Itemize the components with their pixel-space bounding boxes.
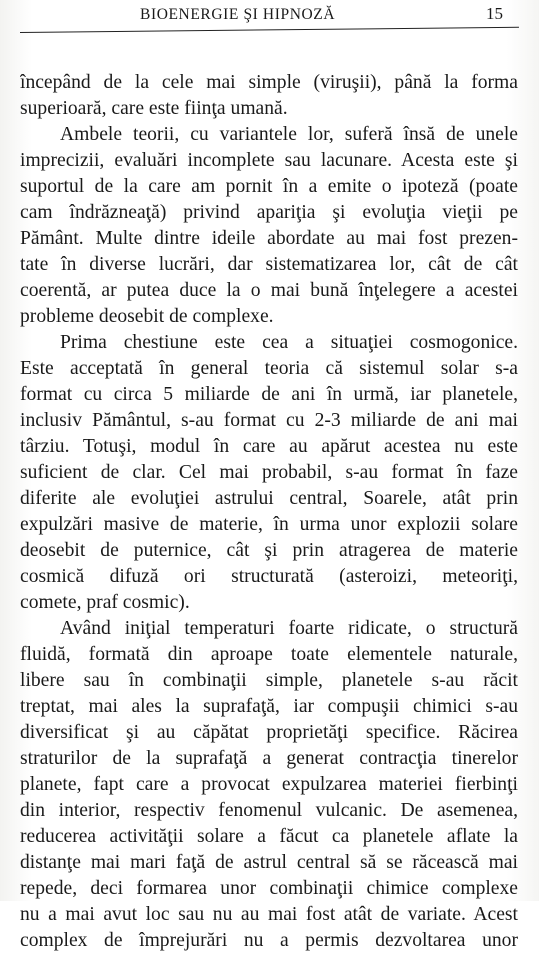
text-line: format cu circa 5 miliarde de ani în urmă, iar planetele,	[20, 384, 518, 405]
text-line: Pământ. Multe dintre ideile abordate au mai fost prezen-	[20, 228, 518, 249]
text-line: repede, deci formarea unor combinaţii chimice complexe	[20, 878, 518, 899]
page-number: 15	[486, 4, 503, 23]
text-line: suficient de clar. Cel mai probabil, s-au format în faze	[20, 462, 518, 483]
header-rule	[20, 27, 519, 33]
text-line: treptat, mai ales la suprafaţă, iar compuşii chimici s-au	[20, 696, 518, 717]
text-line: cosmică difuză ori structurată (asteroizi, meteoriţi,	[20, 566, 518, 587]
text-line: târziu. Totuşi, modul în care au apărut acestea nu este	[20, 436, 518, 457]
text-line: începând de la cele mai simple (viruşii), până la forma	[20, 72, 518, 93]
text-line: libere sau în combinaţii simple, planetele s-au răcit	[20, 670, 518, 691]
text-line: comete, praf cosmic).	[20, 592, 190, 613]
text-line: tate în diverse lucrări, dar sistematizarea lor, cât de cât	[20, 254, 518, 275]
body-text	[20, 70, 518, 954]
text-line: Este acceptată în general teoria că sistemul solar s-a	[20, 358, 518, 379]
text-line: fluidă, formată din aproape toate elementele naturale,	[20, 644, 518, 665]
text-line: superioară, care este fiinţa umană.	[20, 98, 288, 119]
text-line: cam îndrăzneaţă) privind apariţia şi evoluţia vieţii pe	[20, 202, 518, 223]
text-line: Prima chestiune este cea a situaţiei cosmogonice.	[60, 332, 518, 353]
text-line: din interior, respectiv fenomenul vulcanic. De asemenea,	[20, 800, 518, 821]
text-line: distanţe mai mari faţă de astrul central să se răcească mai	[20, 852, 518, 873]
text-line: diferite ale evoluţiei astrului central, Soarele, atât prin	[20, 488, 518, 509]
text-line: nu a mai avut loc sau nu au mai fost atât de variate. Acest	[20, 904, 518, 925]
text-line: inclusiv Pământul, s-au format cu 2-3 miliarde de ani mai	[20, 410, 518, 431]
text-line: suportul de la care am pornit în a emite o ipoteză (poate	[20, 176, 518, 197]
text-line: Ambele teorii, cu variantele lor, suferă însă de unele	[60, 124, 518, 145]
text-line: deosebit de puternice, cât şi prin atragerea de materie	[20, 540, 518, 561]
text-line: straturilor de la suprafaţă a generat contracţia tinerelor	[20, 748, 518, 769]
text-line: imprecizii, evaluări incomplete sau lacunare. Acesta este şi	[20, 150, 518, 171]
text-line: planete, fapt care a provocat expulzarea materiei fierbinţi	[20, 774, 518, 795]
text-line: complex de împrejurări nu a permis dezvoltarea unor	[20, 930, 518, 951]
text-line: Având iniţial temperaturi foarte ridicate, o structură	[60, 618, 518, 639]
running-head: BIOENERGIE ŞI HIPNOZĂ	[140, 6, 336, 23]
text-line: probleme deosebit de complexe.	[20, 306, 274, 327]
text-line: expulzări masive de materie, în urma unor explozii solare	[20, 514, 518, 535]
text-line: diversificat şi au căpătat proprietăţi specifice. Răcirea	[20, 722, 518, 743]
text-line: reducerea activităţii solare a făcut ca planetele aflate la	[20, 826, 518, 847]
text-line: coerentă, ar putea duce la o mai bună înţelegere a acestei	[20, 280, 518, 301]
